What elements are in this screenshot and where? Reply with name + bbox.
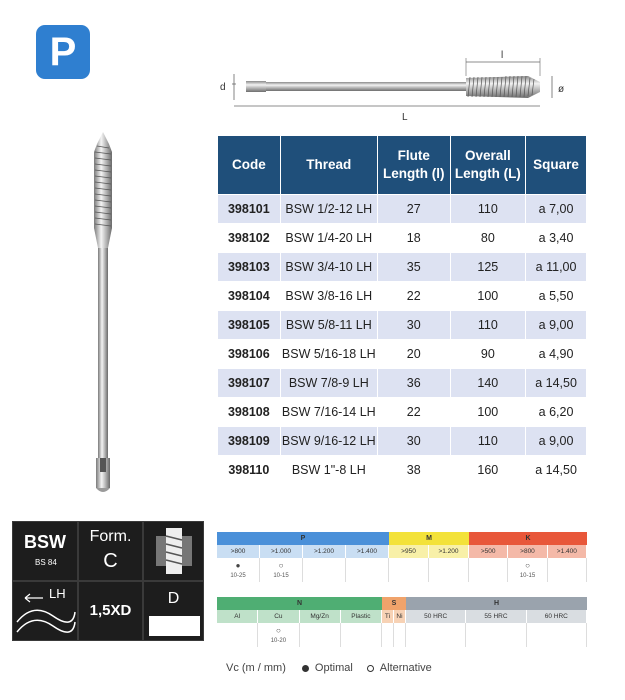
speed-symbol: ○: [275, 626, 281, 635]
cell-code: 398110: [218, 456, 280, 484]
speed-range: [394, 627, 405, 629]
bsw-label: BSW: [24, 532, 66, 552]
cutting-row-top: [217, 532, 587, 582]
form-c-icon: [78, 521, 143, 581]
table-row: [218, 427, 586, 455]
cutting-speed-cell: [389, 558, 429, 582]
cell-square: a 3,40: [526, 224, 586, 252]
material-group-label: N: [217, 597, 382, 610]
cutting-speed-cell: [300, 623, 341, 647]
cutting-speed-cell: [303, 558, 346, 582]
cell-thread: BSW 7/16-14 LH: [281, 398, 377, 426]
cell-flute-length: 20: [378, 340, 450, 368]
cell-square: a 9,00: [526, 311, 586, 339]
speed-range: [469, 562, 507, 564]
material-subgroup-label: >800: [508, 545, 547, 558]
cutting-speed-cell: [469, 558, 508, 582]
cell-code: 398103: [218, 253, 280, 281]
material-group-h: [406, 597, 587, 647]
cell-overall-length: 110: [451, 427, 526, 455]
speed-symbol: ○: [278, 561, 284, 570]
speed-range: [217, 627, 257, 629]
lh-label: LH: [49, 586, 66, 601]
cell-overall-length: 125: [451, 253, 526, 281]
table-row: [218, 224, 586, 252]
legend-vc: Vc (m / mm): [226, 662, 286, 674]
speed-range: [346, 562, 388, 564]
cutting-speed-cell: [527, 623, 587, 647]
cell-code: 398102: [218, 224, 280, 252]
material-subgroup-label: >950: [389, 545, 429, 558]
cell-code: 398107: [218, 369, 280, 397]
cell-flute-length: 18: [378, 224, 450, 252]
material-subgroup-label: 55 HRC: [466, 610, 526, 623]
material-subgroup-label: Ti: [382, 610, 394, 623]
material-subgroup-label: Cu: [258, 610, 299, 623]
cell-thread: BSW 5/8-11 LH: [281, 311, 377, 339]
table-row: [218, 282, 586, 310]
cell-overall-length: 100: [451, 398, 526, 426]
bs84-label: BS 84: [35, 558, 57, 567]
material-p-badge: P: [36, 25, 90, 79]
cell-flute-length: 35: [378, 253, 450, 281]
material-subgroup-label: >1.200: [429, 545, 469, 558]
material-subgroup-label: Mg/Zn: [300, 610, 341, 623]
cell-thread: BSW 7/8-9 LH: [281, 369, 377, 397]
cell-thread: BSW 1/2-12 LH: [281, 195, 377, 223]
material-subgroup-label: >1.400: [346, 545, 389, 558]
speed-range: [300, 627, 340, 629]
cutting-speed-cell: [260, 558, 303, 582]
tap-drawing-vertical: [88, 128, 118, 498]
speed-range: [303, 562, 345, 564]
speed-range: [548, 562, 586, 564]
speed-range: [429, 562, 468, 564]
cell-overall-length: 160: [451, 456, 526, 484]
cell-thread: BSW 9/16-12 LH: [281, 427, 377, 455]
cutting-speed-cell: [508, 558, 547, 582]
cell-code: 398105: [218, 311, 280, 339]
cell-thread: BSW 5/16-18 LH: [281, 340, 377, 368]
material-group-n: [217, 597, 382, 647]
dim-L-label: L: [402, 112, 408, 123]
speed-range: 10-25: [230, 573, 246, 579]
cell-overall-length: 110: [451, 311, 526, 339]
cell-overall-length: 100: [451, 282, 526, 310]
material-group-label: S: [382, 597, 406, 610]
cell-flute-length: 36: [378, 369, 450, 397]
cutting-speed-cell: [217, 558, 260, 582]
cutting-speed-cell: [394, 623, 406, 647]
cell-thread: BSW 1/4-20 LH: [281, 224, 377, 252]
speed-range: [527, 627, 586, 629]
legend: [226, 662, 432, 674]
cell-square: a 4,90: [526, 340, 586, 368]
optimal-dot-icon: [302, 665, 309, 672]
material-subgroup-label: 60 HRC: [527, 610, 587, 623]
xd-label: 1,5XD: [89, 602, 132, 619]
header-overall-length: Overall Length (L): [451, 136, 526, 194]
speed-range: 10-20: [270, 638, 287, 644]
material-subgroup-label: >1.000: [260, 545, 303, 558]
table-row: [218, 253, 586, 281]
cell-code: 398109: [218, 427, 280, 455]
material-subgroup-label: Ni: [394, 610, 406, 623]
material-subgroup-label: 50 HRC: [406, 610, 466, 623]
cutting-speed-cell: [341, 623, 382, 647]
alternative-circle-icon: [367, 665, 374, 672]
table-row: [218, 311, 586, 339]
cell-square: a 6,20: [526, 398, 586, 426]
material-subgroup-label: >500: [469, 545, 508, 558]
left-hand-helix-icon: [12, 581, 78, 641]
speed-range: 10-15: [273, 573, 289, 579]
cell-thread: BSW 3/8-16 LH: [281, 282, 377, 310]
cell-square: a 14,50: [526, 369, 586, 397]
cell-overall-length: 80: [451, 224, 526, 252]
cell-code: 398106: [218, 340, 280, 368]
chamfer-icon: [143, 521, 204, 581]
material-group-p: [217, 532, 389, 582]
cell-flute-length: 22: [378, 282, 450, 310]
material-group-label: M: [389, 532, 469, 545]
header-thread: Thread: [281, 136, 377, 194]
header-square: Square: [526, 136, 586, 194]
header-flute-length: Flute Length (l): [378, 136, 450, 194]
table-row: [218, 195, 586, 223]
table-header-row: [218, 136, 586, 194]
cutting-data-grid: [217, 532, 587, 647]
material-subgroup-label: >800: [217, 545, 260, 558]
speed-range: [341, 627, 381, 629]
speed-range: [406, 627, 465, 629]
legend-alternative: Alternative: [379, 662, 432, 674]
table-row: [218, 398, 586, 426]
speed-range: [466, 627, 525, 629]
cutting-speed-cell: [429, 558, 469, 582]
cutting-speed-cell: [548, 558, 587, 582]
tolerance-icon: [143, 581, 204, 641]
material-group-label: K: [469, 532, 587, 545]
cutting-speed-cell: [382, 623, 394, 647]
tap-drawing-horizontal: [218, 48, 588, 126]
legend-optimal: Optimal: [314, 662, 353, 674]
speed-range: [389, 562, 428, 564]
cell-flute-length: 27: [378, 195, 450, 223]
speed-symbol: ●: [235, 561, 241, 570]
material-subgroup-label: Plastic: [341, 610, 382, 623]
cell-square: a 11,00: [526, 253, 586, 281]
cell-square: a 14,50: [526, 456, 586, 484]
dim-d-label: d: [220, 82, 226, 93]
cell-overall-length: 140: [451, 369, 526, 397]
cell-flute-length: 38: [378, 456, 450, 484]
material-subgroup-label: >1.200: [303, 545, 346, 558]
speed-symbol: ○: [525, 561, 530, 570]
speed-range: 10-15: [519, 573, 536, 579]
cutting-speed-cell: [217, 623, 258, 647]
spec-table: [217, 135, 587, 485]
material-group-k: [469, 532, 587, 582]
material-subgroup-label: >1.400: [548, 545, 587, 558]
cutting-speed-cell: [346, 558, 389, 582]
material-group-s: [382, 597, 406, 647]
table-row: [218, 456, 586, 484]
cell-code: 398108: [218, 398, 280, 426]
cutting-row-bottom: [217, 597, 587, 647]
cell-square: a 7,00: [526, 195, 586, 223]
d-label: D: [167, 590, 180, 607]
cell-overall-length: 90: [451, 340, 526, 368]
cell-flute-length: 30: [378, 311, 450, 339]
cell-code: 398104: [218, 282, 280, 310]
depth-icon: [78, 581, 143, 641]
cell-overall-length: 110: [451, 195, 526, 223]
cell-flute-length: 22: [378, 398, 450, 426]
cell-thread: BSW 1"-8 LH: [281, 456, 377, 484]
cutting-speed-cell: [258, 623, 299, 647]
material-group-label: P: [217, 532, 389, 545]
feature-icons: [12, 521, 204, 641]
bsw-icon: [12, 521, 78, 581]
cutting-speed-cell: [466, 623, 526, 647]
cell-flute-length: 30: [378, 427, 450, 455]
cell-code: 398101: [218, 195, 280, 223]
table-row: [218, 340, 586, 368]
form-label: Form.: [89, 528, 132, 545]
material-group-m: [389, 532, 469, 582]
dim-l-label: l: [501, 50, 504, 61]
cutting-speed-cell: [406, 623, 466, 647]
speed-range: [382, 627, 393, 629]
material-group-label: H: [406, 597, 587, 610]
material-subgroup-label: Al: [217, 610, 258, 623]
dim-dia-label: ø: [558, 84, 565, 95]
cell-square: a 9,00: [526, 427, 586, 455]
header-code: Code: [218, 136, 280, 194]
cell-square: a 5,50: [526, 282, 586, 310]
table-row: [218, 369, 586, 397]
cell-thread: BSW 3/4-10 LH: [281, 253, 377, 281]
form-value: C: [103, 550, 118, 572]
